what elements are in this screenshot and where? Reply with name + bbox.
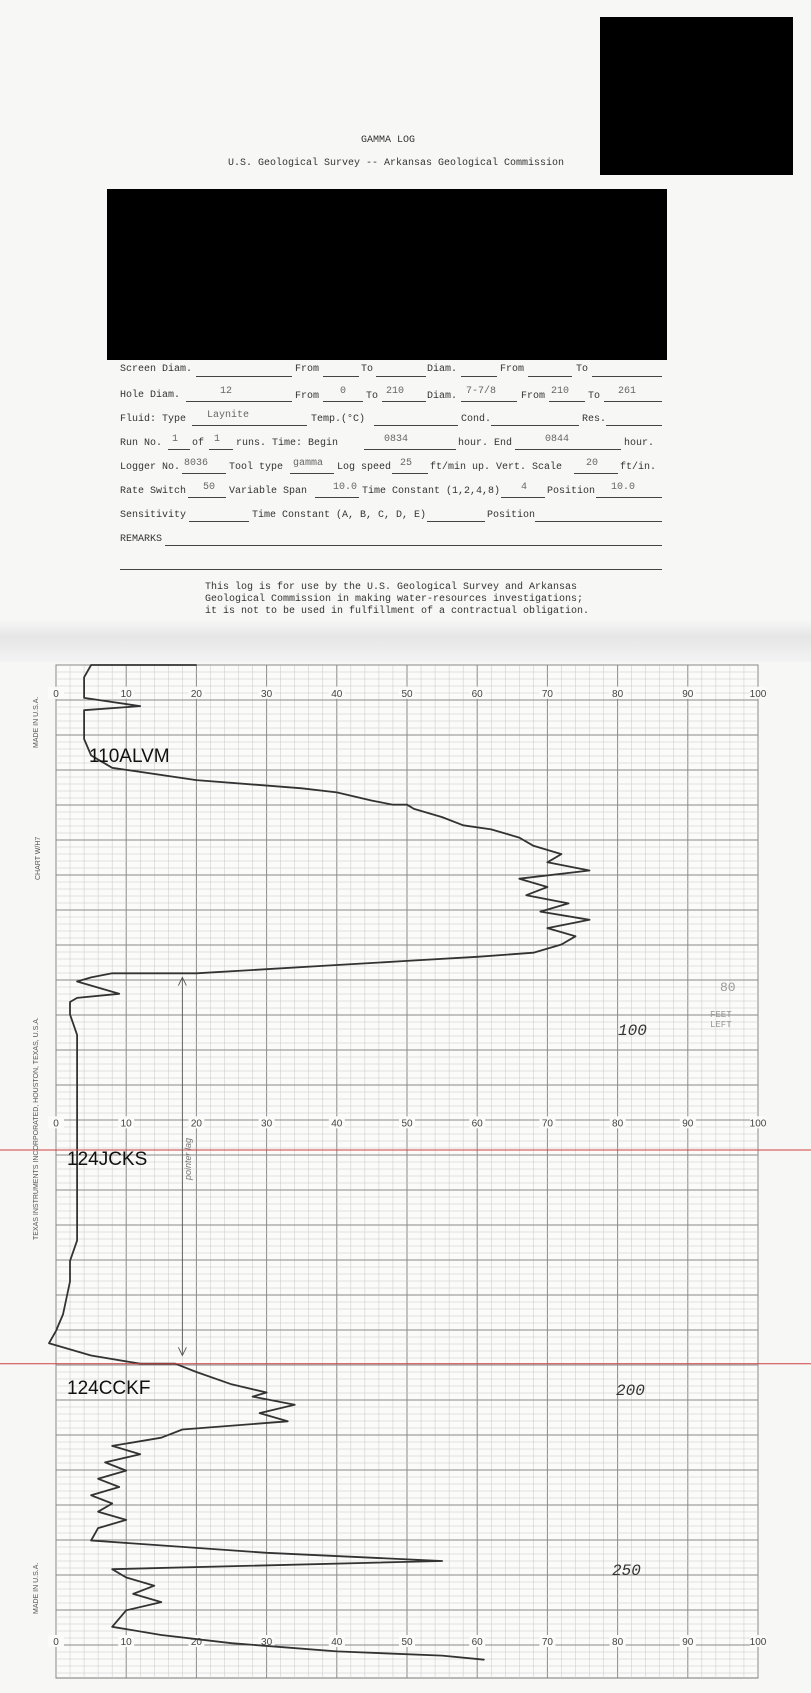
gamma-trace-point [112,973,113,974]
x-tick-label: 60 [471,1637,483,1649]
time-constant-label: Time Constant (1,2,4,8) [362,486,501,497]
gamma-trace-point [76,1055,77,1056]
disclaimer-line-3: it is not to be used in fulfillment of a contractual obligation. [205,606,590,617]
gamma-trace-point [406,960,407,961]
marker-note: pointer lag [183,1137,193,1180]
screen-diam-label: Screen Diam. [120,364,193,375]
gamma-trace-point [76,1199,77,1200]
gamma-trace-point [119,1486,120,1487]
run-no-value: 1 [172,434,179,445]
screen-to-label: To [361,364,374,375]
gamma-trace-point [98,1511,99,1512]
x-tick-label: 20 [190,1637,202,1649]
sensitivity-position-label: Position [487,510,536,521]
gamma-trace-point [91,1355,92,1356]
gamma-trace-point [533,952,534,953]
x-tick-label: 40 [331,688,343,700]
gamma-trace-point [140,1454,141,1455]
gamma-trace-point [491,829,492,830]
gamma-trace-point [154,1585,155,1586]
gamma-trace-point [119,993,120,994]
page-title: GAMMA LOG [361,135,416,146]
gamma-trace-point [91,664,92,665]
variable-span-value: 10.0 [333,482,358,493]
logger-no-label: Logger No. [120,462,181,473]
hole-from2-label: From [521,391,546,402]
depth-200-label: 200 [616,1382,645,1400]
gamma-trace-point [91,1540,92,1541]
fluid-type-value: Laynite [207,410,250,421]
gamma-trace-point [442,816,443,817]
logger-no-value: 8036 [184,458,209,469]
variable-span-label: Variable Span [229,486,308,497]
gamma-trace-point [69,1281,70,1282]
disclaimer-line-2: Geological Commission in making water-resources investigations; [205,594,584,605]
gamma-trace-point [442,1560,443,1561]
gamma-trace-point [76,1075,77,1076]
position-value: 10.0 [611,482,636,493]
x-tick-label: 90 [682,1637,694,1649]
x-tick-label: 70 [541,1637,553,1649]
remarks-label: REMARKS [120,534,163,545]
x-tick-label: 80 [612,1637,624,1649]
x-tick-label: 0 [53,688,59,700]
gamma-trace-point [112,1503,113,1504]
gamma-trace-point [561,944,562,945]
gamma-trace-point [568,903,569,904]
gamma-trace-point [69,1014,70,1015]
hole-diam2-label: Diam. [427,391,458,402]
run-of-label: of [192,438,205,449]
x-tick-label: 50 [401,688,413,700]
feet-left-count: 80 [720,980,736,995]
tool-type-value: gamma [293,458,324,469]
position-label: Position [547,486,596,497]
hole-diam2-value: 7-7/8 [466,386,497,397]
gamma-trace-point [442,1655,443,1656]
screen-from-label: From [295,364,320,375]
x-tick-label: 90 [682,1118,694,1130]
vert-scale-unit: ft/in. [620,462,657,473]
vert-scale-label: ft/min up. Vert. Scale [430,462,563,473]
gamma-trace-point [55,1330,56,1331]
run-of-value: 1 [214,434,221,445]
chart-manufacturer: TEXAS INSTRUMENTS INCORPORATED, HOUSTON, TEXAS, U.S.A. [33,1017,40,1240]
x-tick-label: 90 [682,688,694,700]
x-tick-label: 0 [53,1637,59,1649]
gamma-trace-point [477,956,478,957]
run-no-label: Run No. [120,438,163,449]
hole-from-value: 0 [340,386,347,397]
gamma-trace-point [98,1478,99,1479]
run-hour-label: hour. [624,438,655,449]
gamma-trace-point [231,1643,232,1644]
gamma-trace-point [83,738,84,739]
gamma-trace-point [371,800,372,801]
x-tick-label: 100 [749,1118,767,1130]
gamma-trace-point [547,886,548,887]
x-tick-label: 70 [541,1118,553,1130]
depth-100-label: 100 [618,1022,647,1040]
fluid-cond-label: Cond. [461,414,492,425]
hole-to-value: 210 [386,386,405,397]
gamma-trace-point [196,1371,197,1372]
hole-diam-label: Hole Diam. [120,390,181,401]
hole-from-label: From [295,391,320,402]
gamma-trace-point [76,1178,77,1179]
gamma-trace-point [231,1384,232,1385]
gamma-trace-point [294,1404,295,1405]
x-tick-label: 10 [120,688,132,700]
screen-from2-label: From [500,364,525,375]
gamma-trace-point [76,1232,77,1233]
chart-number: CHART W/H7 [35,836,42,880]
gamma-trace-point [575,936,576,937]
gamma-trace-point [519,878,520,879]
x-tick-label: 10 [120,1637,132,1649]
gamma-trace-point [76,1117,77,1118]
unit-label-124jcks: 124JCKS [67,1149,148,1170]
gamma-trace-point [266,969,267,970]
hole-to2-value: 261 [618,386,637,397]
tool-type-label: Tool type [229,462,284,473]
gamma-trace-point [287,1421,288,1422]
gamma-trace-point [69,1001,70,1002]
gamma-trace-point [336,964,337,965]
gamma-trace-point [112,1626,113,1627]
x-tick-label: 30 [261,688,273,700]
x-tick-label: 50 [401,1637,413,1649]
hole-to-label: To [366,391,379,402]
gamma-trace-point [112,1569,113,1570]
gamma-trace-point [126,1577,127,1578]
run-hour-end-label: hour. End [458,438,513,449]
gamma-trace-point [76,997,77,998]
depth-250-label: 250 [612,1562,641,1580]
gamma-trace-point [196,973,197,974]
gamma-trace-point [140,706,141,707]
gamma-trace-point [301,788,302,789]
gamma-trace-point [126,1610,127,1611]
gamma-trace-point [413,808,414,809]
gamma-trace-point [91,977,92,978]
x-tick-label: 40 [331,1637,343,1649]
gamma-trace-point [533,845,534,846]
gamma-trace-point [336,792,337,793]
x-tick-label: 60 [471,688,483,700]
gamma-trace-point [336,1651,337,1652]
gamma-trace-point [589,919,590,920]
rate-switch-value: 50 [203,482,216,493]
gamma-trace-point [83,710,84,711]
x-tick-label: 50 [401,1118,413,1130]
gamma-trace-point [406,804,407,805]
agency-line: U.S. Geological Survey -- Arkansas Geological Commission [228,158,565,169]
hole-from2-value: 210 [551,386,570,397]
gamma-trace-point [547,927,548,928]
gamma-trace-point [133,1593,134,1594]
gamma-trace-point [196,664,197,665]
gamma-trace-point [266,1392,267,1393]
gamma-trace-point [519,837,520,838]
sensitivity-label: Sensitivity [120,510,187,521]
gamma-trace-point [76,1240,77,1241]
unit-label-110alvm: 110ALVM [89,746,170,767]
gamma-trace-point [112,1445,113,1446]
gamma-trace-point [196,779,197,780]
gamma-trace-point [105,1462,106,1463]
screen-diam2-label: Diam. [427,364,458,375]
run-time-begin-label: runs. Time: Begin [236,438,339,449]
gamma-trace-point [526,895,527,896]
gamma-trace-point [547,862,548,863]
x-tick-label: 60 [471,1118,483,1130]
x-tick-label: 100 [749,688,767,700]
gamma-trace-point [76,981,77,982]
vert-scale-value: 20 [586,458,599,469]
gamma-trace-point [161,1634,162,1635]
time-constant-value: 4 [521,482,528,493]
gamma-trace-point [589,870,590,871]
gamma-trace-point [161,1437,162,1438]
x-tick-label: 20 [190,1118,202,1130]
x-tick-label: 70 [541,688,553,700]
gamma-trace-point [561,853,562,854]
gamma-trace-point [91,1495,92,1496]
x-tick-label: 20 [190,688,202,700]
unit-label-124cckf: 124CCKF [67,1378,151,1399]
x-tick-label: 80 [612,688,624,700]
made-in-usa-bottom: MADE IN U.S.A. [33,1562,40,1614]
gamma-trace-point [126,1470,127,1471]
gamma-trace-point [69,1260,70,1261]
log-speed-label: Log speed [337,462,392,473]
gamma-trace-point [182,1429,183,1430]
gamma-trace-point [259,1412,260,1413]
x-tick-label: 40 [331,1118,343,1130]
gamma-trace-point [161,1602,162,1603]
gamma-trace-point [76,1219,77,1220]
fluid-type-label: Fluid: Type [120,414,187,425]
gamma-trace-point [392,804,393,805]
gamma-trace-point [48,1343,49,1344]
hole-diam-value: 12 [220,386,233,397]
gamma-trace-point [484,1659,485,1660]
gamma-trace-point [62,1314,63,1315]
gamma-trace-point [76,1034,77,1035]
rate-switch-label: Rate Switch [120,486,187,497]
feet-left-label: FEET LEFT [710,1010,732,1030]
x-tick-label: 30 [261,1637,273,1649]
x-tick-label: 0 [53,1118,59,1130]
hole-to2-label: To [588,391,601,402]
gamma-trace-point [252,1396,253,1397]
gamma-trace-point [83,677,84,678]
x-tick-label: 10 [120,1118,132,1130]
time-constant-abcde-label: Time Constant (A, B, C, D, E) [252,510,427,521]
gamma-trace-point [126,1519,127,1520]
run-begin-value: 0834 [384,434,409,445]
gamma-trace-point [98,1528,99,1529]
gamma-trace-point [83,697,84,698]
gamma-trace-point [119,1618,120,1619]
x-tick-label: 100 [749,1637,767,1649]
fluid-res-label: Res. [582,414,607,425]
gamma-trace-point [76,1096,77,1097]
x-tick-label: 30 [261,1118,273,1130]
fluid-temp-label: Temp.(°C) [311,414,366,425]
log-speed-value: 25 [400,458,413,469]
gamma-trace-point [540,911,541,912]
gamma-trace-point [463,825,464,826]
run-end-value: 0844 [545,434,570,445]
x-tick-label: 80 [612,1118,624,1130]
gamma-trace-point [266,1552,267,1553]
disclaimer-line-1: This log is for use by the U.S. Geological Survey and Arkansas [205,582,578,593]
made-in-usa-top: MADE IN U.S.A. [33,696,40,748]
screen-to2-label: To [576,364,589,375]
